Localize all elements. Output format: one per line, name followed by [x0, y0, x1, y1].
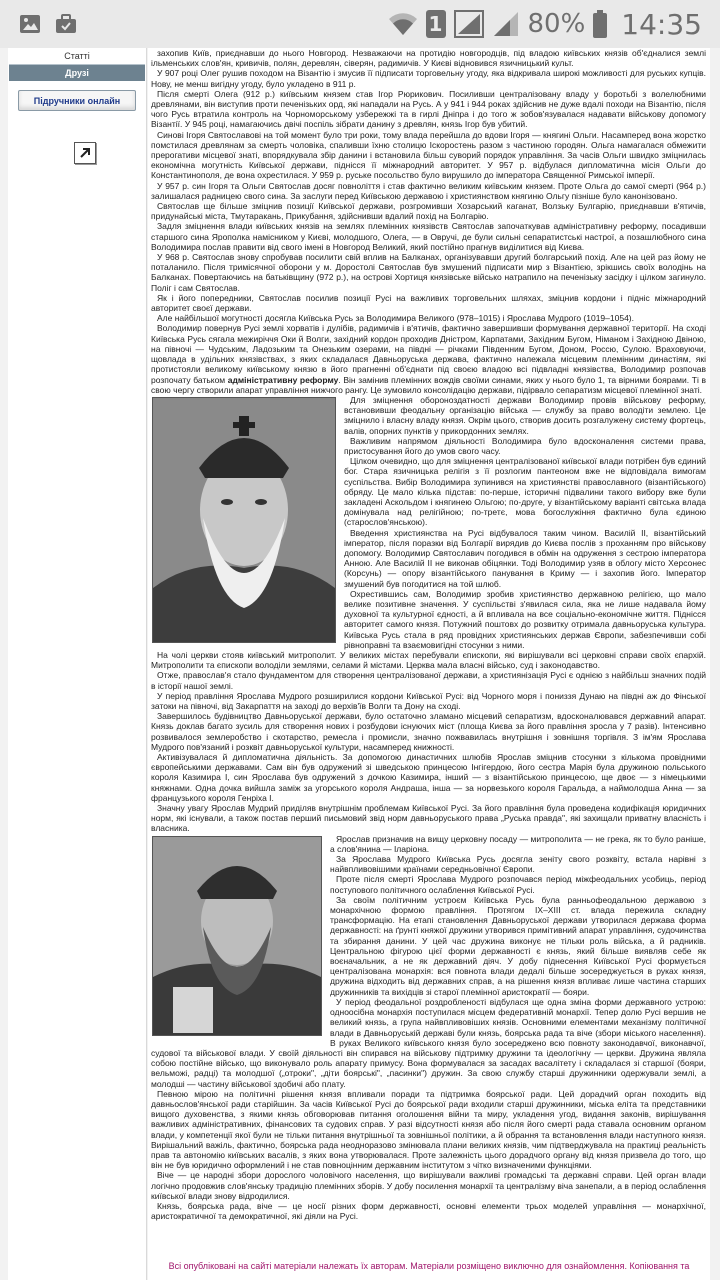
copyright-notice: Всі опубліковані на сайті матеріали належать їх авторам. Матеріали розміщено виключно для ознайомлення. Копіювання та	[148, 1258, 710, 1280]
paragraph: Охрестившись сам, Володимир зробив християнство державною релігією, що мало велике позитивне значення. У суспільстві з'явилася сила, яка не лише надавала йому духовної та культурної єдності, а й впливала на все соціально-економічне життя. Піднісся авторитет самого князя. Потужний поштовх до розвитку отримала давньоруська культура. Київська Русь стала в ряд провідних християнських держав Європи, забезпечивши собі рівноправні та взаємовигідні стосунки з ними.	[344, 588, 706, 650]
paragraph: Як і його попередники, Святослав посилив позиції Русі на важливих торговельних шляхах, зміцнив кордони і підніс міжнародний авторитет своєї держави.	[151, 292, 706, 314]
battery-icon	[593, 10, 607, 38]
paragraph: Святослав ще більше зміцнив позиції Київської держави, розгромивши Хозарський каганат, Волзьку Булгарію, приєднавши в'ятичів, придунайські міста, Тмутаракань, Прикубання, здійснивши вдалий похід на Болгарію.	[151, 201, 706, 222]
arrow-up-left-icon	[78, 146, 92, 160]
scrollbar[interactable]	[714, 48, 720, 1280]
clock: 14:35	[621, 7, 702, 41]
paragraph: захопив Київ, приєднавши до нього Новгород. Незважаючи на протидію новгородців, під владою київських князів об'єдналися землі ільменських слов'ян, кривичів, полян, деревлян, сіверян, радимичів. У Києві відновився язичницький культ.	[151, 48, 706, 69]
signal-icon	[454, 10, 484, 38]
image-icon	[18, 12, 42, 36]
textbooks-online-button[interactable]: Підручники онлайн	[18, 90, 136, 111]
paragraph: Отже, православ'я стало фундаментом для створення централізованої держави, а християнізація Русі є однією з найбільш значних подій в історії нашої землі.	[151, 670, 706, 691]
paragraph: Віче — це народні збори дорослого чоловічого населення, що вирішували важливі громадські та державні справи. Цей орган влади логічно продовжив слов'янську традицію племінних зборів. У добу посилення монархії та централізму віча занепали, а в період ослаблення київської влади знову відродилися.	[151, 1170, 706, 1201]
paragraph: У 957 р. син Ігоря та Ольги Святослав досяг повноліття і став фактично великим київським князем. Проте Ольга до самої смерті (964 р.) залишалася радницею свого сина. За заслуги перед Київською державою і християнством княгиню Ольгу пізніше було канонізовано.	[151, 180, 706, 201]
sim-label: 1	[428, 12, 443, 36]
battery-percent: 80%	[527, 9, 586, 39]
sidebar-item-friends[interactable]: Друзі	[9, 65, 145, 81]
paragraph: Ярослав призначив на вищу церковну посаду — митрополита — не грека, як то було раніше, а слов'янина — Іларіона.	[330, 833, 706, 854]
paragraph: Значну увагу Ярослав Мудрий приділяв внутрішнім проблемам Київської Русі. За його правління була проведена кодифікація юридичних норм, які існували, а також постав перший письмовий звід норм давньоруського права „Руська правда", які захищали приватну власність і власника.	[151, 803, 706, 834]
sim-icon	[426, 10, 446, 38]
page	[0, 48, 720, 1280]
briefcase-icon	[54, 12, 78, 36]
main-content	[148, 48, 710, 1280]
reform-link[interactable]: адміністративну реформу	[227, 374, 339, 385]
paragraph: Введення християнства на Русі відбувалося таким чином. Василій ІІ, візантійський імператор, після поразки від Болгарії вирядив до Києва послів з проханням про військову допомогу. Володимир Святославич погодився в обмін на одруження з сестрою імператора Анною. Але Василій ІІ не виконав обіцянки. Тоді Володимир узяв в облогу місто Херсонес (Корсунь) — опору візантійського панування в Криму — і захопив його. Імператор змушений був погодитися на той шлюб.	[344, 527, 706, 589]
volodymyr-portrait	[152, 397, 336, 643]
sidebar-item-articles[interactable]: Статті	[64, 51, 90, 61]
signal-icon-2	[492, 10, 520, 38]
sidebar	[8, 48, 147, 1280]
paragraph	[151, 323, 706, 394]
paragraph: У 968 р. Святослав знову спробував посилити свій вплив на Балканах, організувавши другий болгарський похід. Але на цей раз йому не поталанило. Після тримісячної оборони у м. Доростолі Святослав був змушений підписати мир з Візантією, зрікшись своїх володінь на Балканах. Повертаючись на батьківщину (972 р.), на острові Хортиця князівське військо натрапило на печенізьку засідку і цілком загинуло. Поліг і сам Святослав.	[151, 252, 706, 293]
paragraph: Завершилось будівництво Давньоруської держави, було остаточно зламано місцевий сепаратизм, вдосконалювався державний апарат. Князь доклав багато зусиль для створення нових і розбудови існуючих міст (площа Києва за його правління зросла у 7 разів). Інтенсивно розвивалося землеробство і скотарство, ремесла і промисли, значно пожвавилась внутрішня і зовнішня торгівля. З ім'ям Ярослава Мудрого пов'язаний і розквіт давньоруської культури, насамперед книжності.	[151, 711, 706, 752]
paragraph: Активізувалася й дипломатична діяльність. За допомогою династичних шлюбів Ярослав зміцнив стосунки з кількома провідними європейськими державами. Сам він був одружений зі шведською принцесою Інгігердою, його сестра Марія була дружиною польського короля Казимира І, син Ярослава був одружений з дочкою Казимира, інший — з візантійською принцесою, ще двоє — з німецькими княжнами. Одна дочка вийшла заміж за угорського короля Андраша, інша — за норвезького короля Гаральда, а наймолодша Анна — за французького короля Генріха І.	[151, 752, 706, 803]
paragraph: Проте після смерті Ярослава Мудрого розпочався період міжфеодальних усобиць, період поступового політичного ослаблення Київської Русі.	[330, 874, 706, 895]
status-bar	[0, 0, 720, 48]
text: . Він замінив племінних вождів своїми синами, яких у нього було 1, та вірними боярами. Ті в свою чергу створили апарат управління нижчого рангу. Це зумовило консолідацію держави, підірвало сепаратизм місцевої племінної знаті.	[151, 374, 706, 395]
paragraph: За Ярослава Мудрого Київська Русь досягла зеніту свого розквіту, встала нарівні з найвпливовішими країнами середньовічної Європи.	[330, 854, 706, 875]
paragraph: Синові Ігоря Святославові на той момент було три роки, тому влада перейшла до вдови Ігоря — княгині Ольги. Насамперед вона жорстко помстилася древлянам за смерть чоловіка, спаливши їхню столицю Іскоростень разом з частиною городян. Ольга намагалася обмежити прерогативи місцевої знаті, впорядкувала збір данини і встановила більш суворий порядок управління. За часів Ольги швидко зміцнилась економічна могутність Київської держави, піднісся її міжнародний авторитет. У 957 р. відбулася дипломатична місія Ольги до Константинополя, де вона охрестилася. У 959 р. руське посольство було вирушило до імператора Священної Римської імперії.	[151, 129, 706, 181]
paragraph: У період правління Ярослава Мудрого розширилися кордони Київської Русі: від Чорного моря і пониззя Дунаю на півдні аж до Фінської затоки на півночі, від Закарпаття на заході до верхів'їв Волги та Дону на сході.	[151, 690, 706, 711]
paragraph: За своїм політичним устроєм Київська Русь була ранньофеодальною державою з монархічною формою правління. Протягом ІХ–ХІІІ ст. влада пережила складну трансформацію. На етапі становлення Давньоруської держави утворилася держава форма державності: на ґрунті княжої дружини утворився примітивний апарат управління, судочинства та збирання данини. У цей час дружина виконує не тільки роль війська, а й радників. Центральною фігурою цієї форми державності є князь, який більше виявляв себе як воєначальник, а не як державний діяч. У добу піднесення Київської Русі формується централізована монархія: вся повнота влади дедалі більше зосереджується в руках князя, дружина відходить від державних справ, а на рішення князя впливає лише частина старших дружинників та вихідців зі старої племінної аристократії — бояри.	[330, 894, 706, 997]
paragraph: Але найбільшої могутності досягла Київська Русь за Володимира Великого (978–1015) і Ярослава Мудрого (1019–1054).	[157, 313, 634, 324]
paragraph: У 907 році Олег рушив походом на Візантію і змусив її підписати торговельну угоду, яка відкривала широкі можливості для руських купців. Нову, не менш вигідну угоду, було укладено в 911 р.	[151, 68, 706, 89]
article-body	[148, 48, 710, 1221]
text: Володимир повернув Русі землі хорватів і дулібів, радимичів і в'ятичів, фактично завершивши формування державної території. На сході Київська Русь сягала межиріччя Оки й Волги, західний кордон проходив Дністром, Карпатами, Західним Бугом, Німаном і Західною Двіною, на півночі — Чудським, Ладозьким та Онезьким озерами, на півдні — річками Південним Бугом, Доном, Россю, Сулою. Враховуючи, щовлада в удільних князівствах, з яких складалася Давньоруська держава, фактично належала місцевим племінним династіям, які протистояли великому київському князю в його прагненні об'єднати під своєю владою всі підвладні князівства, Володимир розпочав розпочату батьком	[151, 323, 706, 385]
scroll-to-top-button[interactable]	[74, 142, 96, 164]
paragraph: Певною мірою на політичні рішення князя впливали поради та підтримка боярської ради. Цей дорадчий орган походить від давньослов'янської ради старійшин. За часів Київської Русі до боярської ради входили старші дружинники, міська еліта та представники вищого духовенства, з якими князь обговорював питання оголошення війни та миру, укладення угод, видання законів, вирішування важливих адміністративних, фінансових та судових справ. У разі відсутності князя або після його смерті рада ставала основним органом влади, у компетенції якої були не тільки питання внутрішньої та зовнішньої політики, а й обрання та встановлення влади наступного князя. Вирішальний важіль, фактично, боярська рада неодноразово змінювала плани великих князів, чим підтверджувала на практиці реальність прав та автономію київських васалів, з яких вона утворювалася. Проте залежність цього дорадчого органу від князя призвела до того, що він не був юридично оформлений і не став повноцінним державним інститутом з чітко визначеними функціями.	[151, 1088, 706, 1171]
paragraph: На чолі церкви стояв київський митрополит. У великих містах перебували єпископи, які вирішували всі церковні справи своїх єпархій. Митрополити та єпископи володіли землями, селами й містами. Церква мала власні військо, суд і законодавство.	[151, 649, 706, 671]
yaroslav-portrait	[152, 836, 322, 1036]
paragraph: Важливим напрямом діяльності Володимира було вдосконалення системи права, пристосування його до умов свого часу.	[344, 435, 706, 456]
wifi-icon	[388, 11, 418, 37]
paragraph: Задля зміцнення влади київських князів на землях племінних князівств Святослав започаткував адміністративну реформу, посадивши старшого сина Ярополка намісником у Києві, молодшого, Олега, — в Овручі, де були сильні сепаратистські настрої, а позашлюбного сина Володимира послав правити від свого імені в Новгород Великий, який постійно прагнув виділитися від Києва.	[151, 221, 706, 252]
paragraph: Князь, боярська рада, віче — це носії різних форм державності, основні елементи трьох моделей управління — монархічної, аристократичної та демократичної, які діяли на Русі.	[151, 1200, 706, 1222]
paragraph: Після смерті Олега (912 р.) київським князем став Ігор Рюрикович. Посиливши централізовану владу у боротьбі з волелюбними древлянами, він виступив проти печенізьких орд, які нападали на Русь. А у 941 і 944 роках здійснив не дуже вдалі походи на Візантію, після чого Русь втратила контроль на Чорноморському узбережжі та в гирлі Дніпра і до того ж зобов'язувалася надавати військову допомогу Візантії. У 945 році, намагаючись двічі поспіль зібрати данину з древлян, князь Ігор був убитий.	[151, 88, 706, 130]
paragraph: Цілком очевидно, що для зміцнення централізованої київської влади потрібен був єдиний бог. Стара язичницька релігія з її розлогим пантеоном вже не відповідала вимогам суспільства. Вибір Володимира зупинився на християнстві православного (візантійського) обряду. Це мало кілька підстав: по-перше, історичні підвалини такого вибору вже були закладені Аскольдом і княгинею Ольгою; по-друге, у візантійському варіанті світська влада домінувала над релігійною; по-третє, мова богослужіння фактично була єдиною (старослов'янською).	[344, 456, 706, 528]
paragraph: У період феодальної роздробленості відбулася ще одна зміна форми державного устрою: одноосібна монархія поступилася місцем федеративній монархії. Тепер долю Русі вершив не великий князь, а група найвпливовіших князів. Основними елементами механізму політичної влади в Давньоруській державі були князь, боярська рада та віче (збори міського населення). В руках Великого київського князя було зосереджено всю повноту законодавчої, виконавчої, судової та військової влади. У своїй діяльності він спирався на військову підтримку дружини та ідеологічну — церкви. Дружина являла собою постійне військо, що виконувало роль апарату примусу. Вона формувалася за засадах васалітету і складалася зі старшої (бояри, вельможі, радці) та молодшої („отроки", „діти боярські", „пасинки") дружин. За свою службу старші дружинники одержували землі, а молодші — частину військової здобичі або плату.	[151, 996, 706, 1089]
paragraph: Для зміцнення обороноздатності держави Володимир провів військову реформу, встановивши феодальну організацію війська — службу за право володіти землею. Це зміцнило і власну владу князя. Окрім цього, створив досить розгалужену систему фортець, валів, опорних пунктів у прикордонних землях.	[344, 394, 706, 436]
